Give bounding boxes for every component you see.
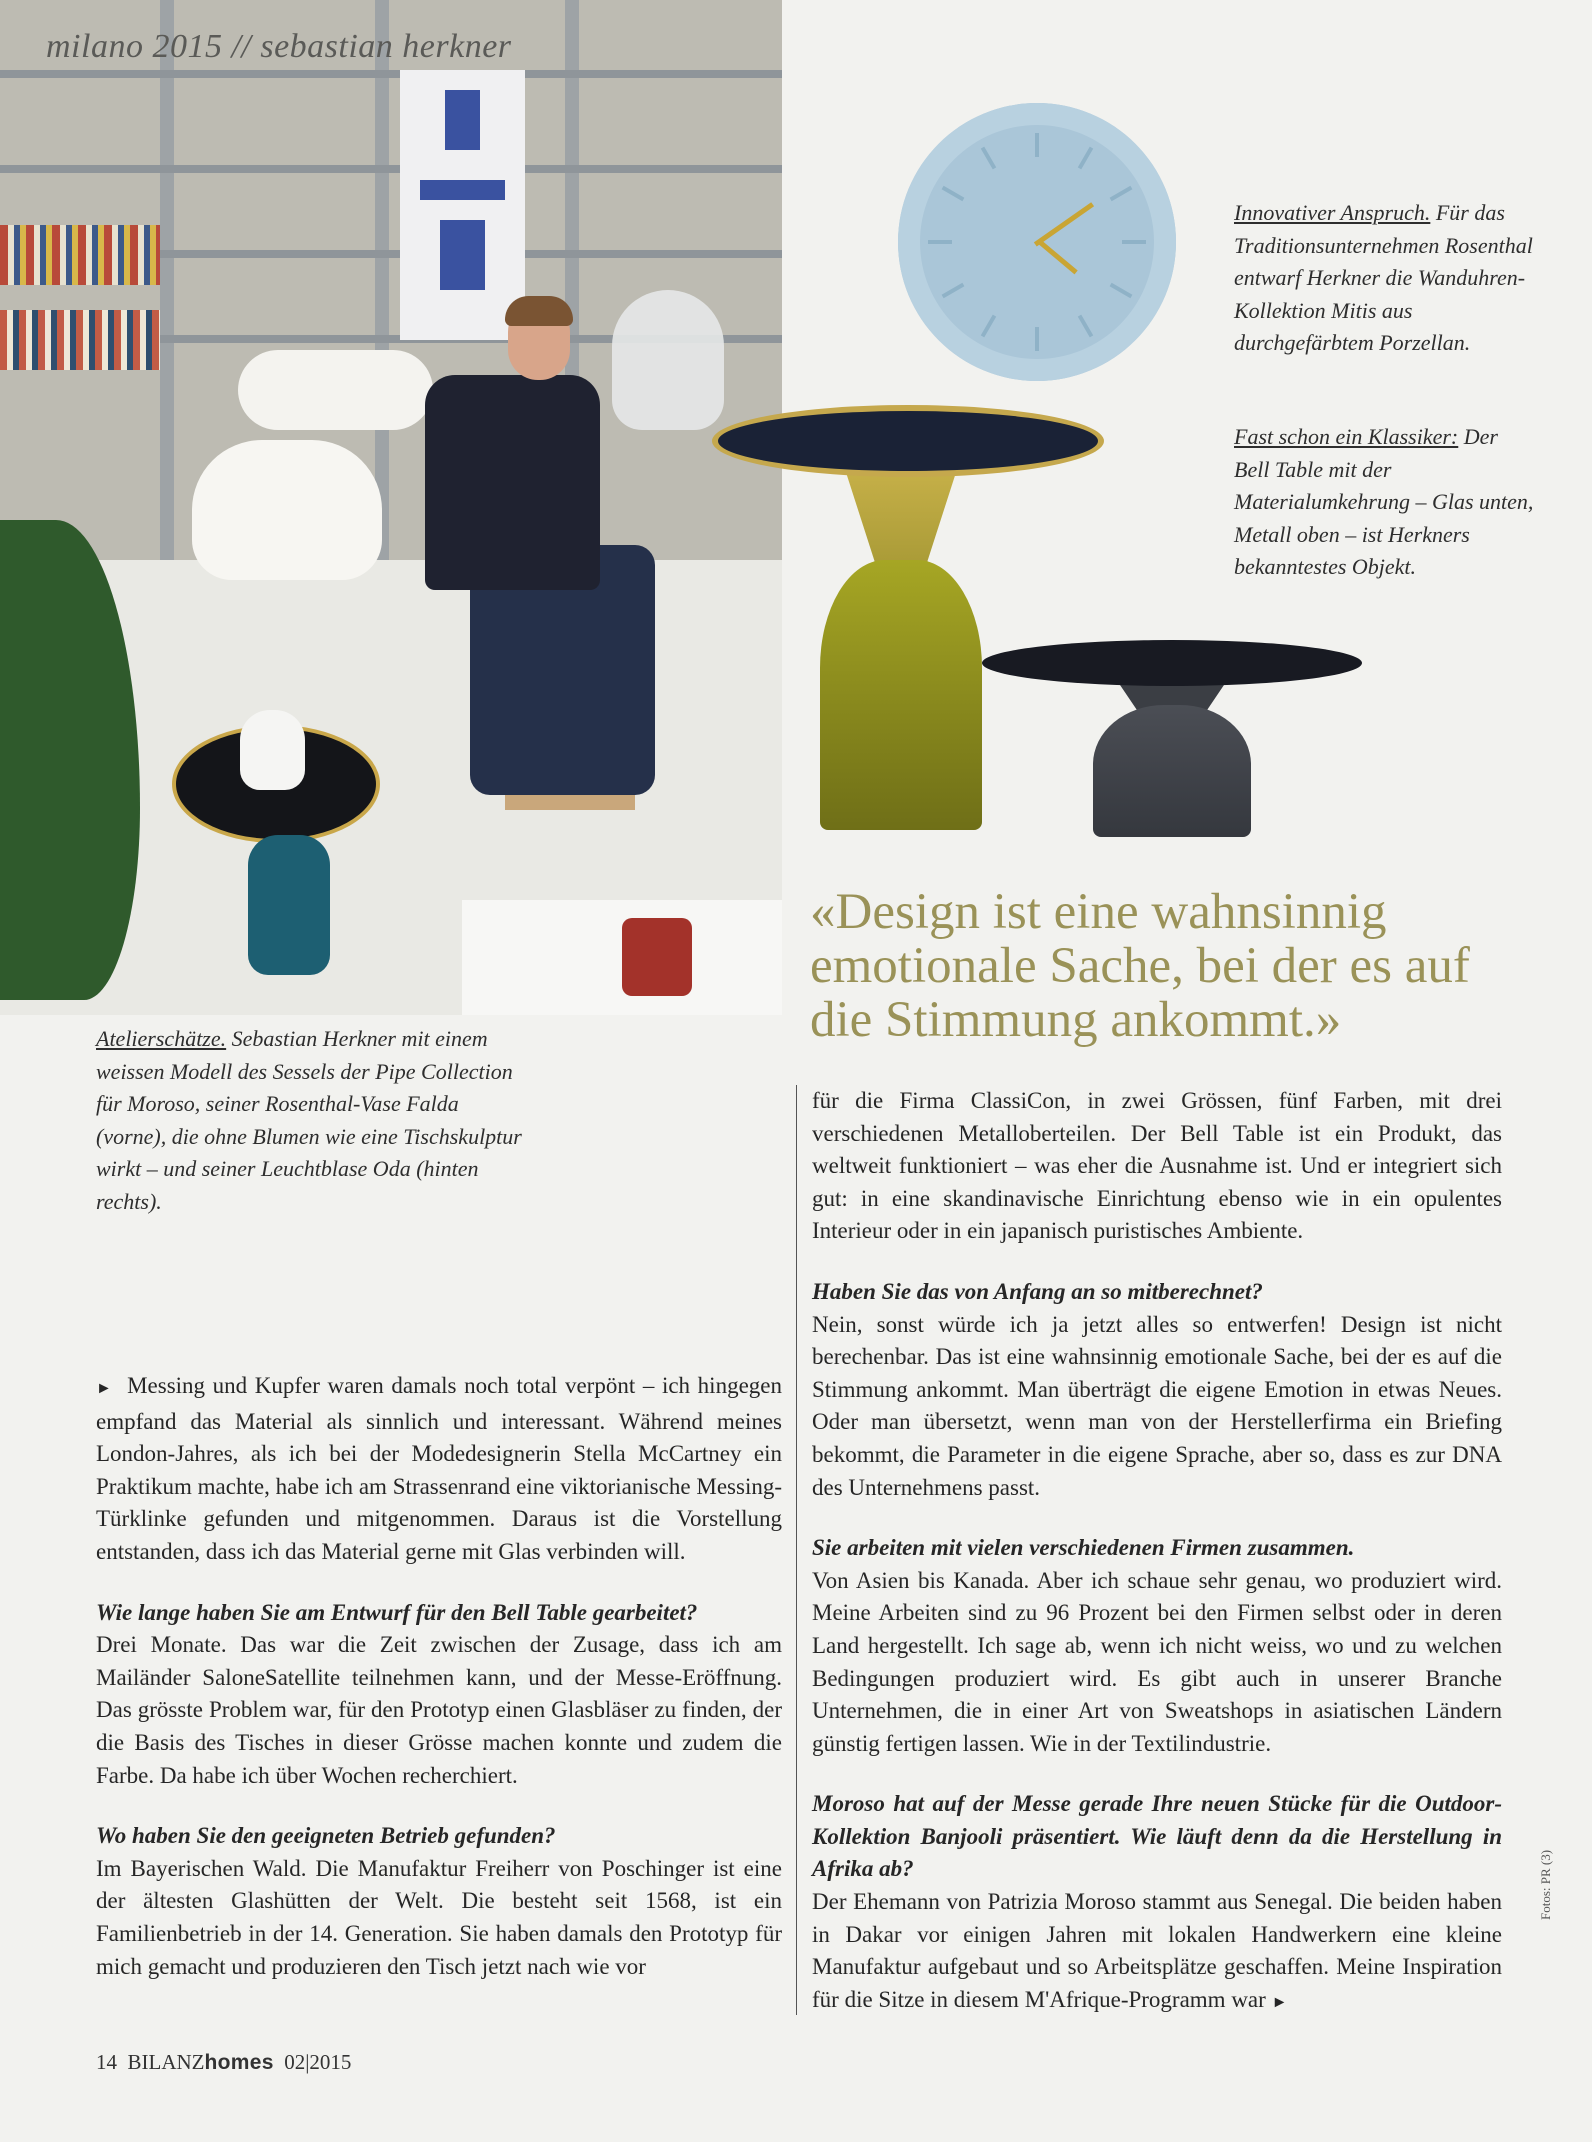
blue-tapestry: [400, 70, 525, 340]
interview-answer: Von Asien bis Kanada. Aber ich schaue sehr genau, wo produziert wird. Meine Arbeiten sind zu 96 Prozent bei den Firmen selbst oder in deren Land hergestellt. Ich sage ab, wenn ich nicht weiss, wo und zu welchen Bedingungen produziert wird. Es gibt auch in unserer Branche Unternehmen, die in einer Art von Sweatshops in asiatischen Ländern günstig fertigen lassen. Wie in der Textilindustrie.: [812, 1567, 1502, 1756]
bell-table-glass-base: [820, 560, 982, 830]
oda-lamp: [612, 290, 724, 430]
clock-tick: [981, 315, 996, 338]
continue-arrow-icon: ►: [1271, 1993, 1288, 2011]
photo-tag: milano 2015 // sebastian herkner: [46, 28, 512, 65]
magazine-brand: BILANZ: [127, 2050, 205, 2074]
clock-tick: [928, 240, 952, 244]
caption-clock: [1234, 197, 1534, 360]
clock-tick: [942, 283, 965, 298]
pipe-chair-back: [238, 350, 433, 430]
right-column: [812, 1085, 1502, 2019]
interview-question: Wie lange haben Sie am Entwurf für den Bell Table gearbeitet?: [96, 1599, 698, 1625]
pipe-chair-seat: [192, 440, 382, 580]
folio: [96, 2050, 351, 2075]
shelf-board: [0, 165, 782, 173]
person-body: [425, 375, 600, 590]
interview-question: Haben Sie das von Anfang an so mitberechnet?: [812, 1278, 1263, 1304]
pull-quote: «Design ist eine wahnsinnig emotionale Sache, bei der es auf die Stimmung ankommt.»: [810, 884, 1470, 1048]
caption-text: Der Bell Table mit der Materialumkehrung – Glas unten, Metall oben – ist Herkners bekanntestes Objekt.: [1234, 424, 1534, 579]
magazine-brand-homes: homes: [204, 2051, 274, 2074]
red-cup: [622, 918, 692, 996]
caption-photo: [96, 1023, 526, 1218]
page-number: 14: [96, 2050, 117, 2074]
bell-side-table-base: [248, 835, 330, 975]
clock-hand: [1038, 240, 1078, 275]
bell-table-top: [712, 405, 1104, 477]
left-column: [96, 1370, 782, 1983]
interview-answer: Drei Monate. Das war die Zeit zwischen der Zusage, dass ich am Mailänder SaloneSatellite teilnehmen kann, und der Messe-Eröffnung. Das grösste Problem war, für den Prototyp einen Glasbläser zu finden, der die Basis des Tisches in dieser Grösse machen konnte und zudem die Farbe. Da habe ich über Wochen recherchiert.: [96, 1632, 782, 1788]
caption-title: Innovativer Anspruch.: [1234, 200, 1431, 225]
caption-table: [1234, 421, 1534, 584]
paragraph-text: Messing und Kupfer waren damals noch total verpönt – ich hingegen empfand das Material als sinnlich und interessant. Während meines London-Jahres, als ich bei der Modedesignerin Stella McCartney ein Praktikum machte, habe ich am Strassenrand eine viktorianische Messing-Türklinke gefunden und mitgenommen. Daraus ist die Vorstellung entstanden, dass ich das Material gerne mit Glas verbinden will.: [96, 1373, 782, 1564]
shelf-post: [160, 0, 174, 560]
paragraph: [96, 1370, 782, 1569]
interview-answer: [812, 1886, 1502, 2019]
answer-text: Der Ehemann von Patrizia Moroso stammt aus Senegal. Die beiden haben in Dakar vor einigen Jahren mit lokalen Handwerkern eine kleine Manufaktur aufgebaut und so Arbeitsplätze geschaffen. Meine Inspiration für die Sitze in diesem M'Afrique-Programm war: [812, 1889, 1502, 2012]
interview-question: Moroso hat auf der Messe gerade Ihre neuen Stücke für die Outdoor-Kollektion Banjooli präsentiert. Wie läuft denn da die Herstellung in Afrika ab?: [812, 1791, 1502, 1882]
paragraph: für die Firma ClassiCon, in zwei Grössen, fünf Farben, mit drei verschiedenen Metalloberteilen. Der Bell Table ist ein Produkt, das weltweit funktioniert – was eher die Ausnahme ist. Und er integriert sich gut: in eine skandinavische Einrichtung ebenso wie in ein opulentes Interieur oder in ein japanisch puristisches Ambiente.: [812, 1088, 1502, 1244]
interview-question: Sie arbeiten mit vielen verschiedenen Firmen zusammen.: [812, 1535, 1355, 1561]
clock-tick: [1078, 315, 1093, 338]
books: [0, 310, 160, 370]
mitis-wall-clock: [898, 103, 1176, 381]
clock-tick: [1110, 283, 1133, 298]
clock-tick: [981, 147, 996, 170]
caption-text: Sebastian Herkner mit einem weissen Modell des Sessels der Pipe Collection für Moroso, seiner Rosenthal-Vase Falda (vorne), die ohne Blumen wie eine Tischskulptur wirkt – und seiner Leuchtblase Oda (hinten rechts).: [96, 1026, 522, 1214]
clock-tick: [1035, 133, 1039, 157]
caption-text: Für das Traditionsunternehmen Rosenthal entwarf Herkner die Wanduhren-Kollektion Mitis aus durchgefärbtem Porzellan.: [1234, 200, 1533, 355]
issue-number: 02|2015: [284, 2050, 352, 2074]
column-divider: [796, 1085, 797, 2015]
interview-question: Wo haben Sie den geeigneten Betrieb gefunden?: [96, 1823, 556, 1849]
interview-answer: Im Bayerischen Wald. Die Manufaktur Freiherr von Poschinger ist eine der ältesten Glashütten der Welt. Die besteht seit 1568, ist ein Familienbetrieb in der 14. Generation. Sie haben damals den Prototyp für mich gemacht und produzieren den Tisch jetzt nach wie vor: [96, 1855, 782, 1979]
continued-arrow-icon: ►: [96, 1380, 112, 1397]
books: [0, 225, 160, 285]
shelf-board: [0, 70, 782, 78]
falda-vase: [240, 710, 305, 790]
shelf-post: [375, 0, 389, 560]
clock-tick: [942, 186, 965, 201]
bell-coffee-table-top: [982, 640, 1362, 686]
interview-answer: Nein, sonst würde ich ja jetzt alles so entwerfen! Design ist nicht berechenbar. Das ist eine wahnsinnig emotionale Sache, bei der es auf die Stimmung ankommt. Man überträgt die eigene Emotion in etwas Neues. Oder man übersetzt, wenn man von der Herstellerfirma ein Briefing bekommt, die Parameter in die eigene Sprache, aber so, dass es zur DNA des Unternehmens passt.: [812, 1311, 1502, 1500]
clock-tick: [1078, 147, 1093, 170]
caption-title: Fast schon ein Klassiker:: [1234, 424, 1459, 449]
caption-title: Atelierschätze.: [96, 1026, 227, 1051]
clock-tick: [1122, 240, 1146, 244]
person-hair: [505, 296, 573, 326]
atelier-photo: [0, 0, 782, 1015]
clock-tick: [1110, 186, 1133, 201]
clock-hand: [1034, 202, 1094, 246]
clock-tick: [1035, 327, 1039, 351]
bell-coffee-table-glass-base: [1093, 705, 1251, 837]
photo-credit: Fotos: PR (3): [1538, 1849, 1553, 1920]
